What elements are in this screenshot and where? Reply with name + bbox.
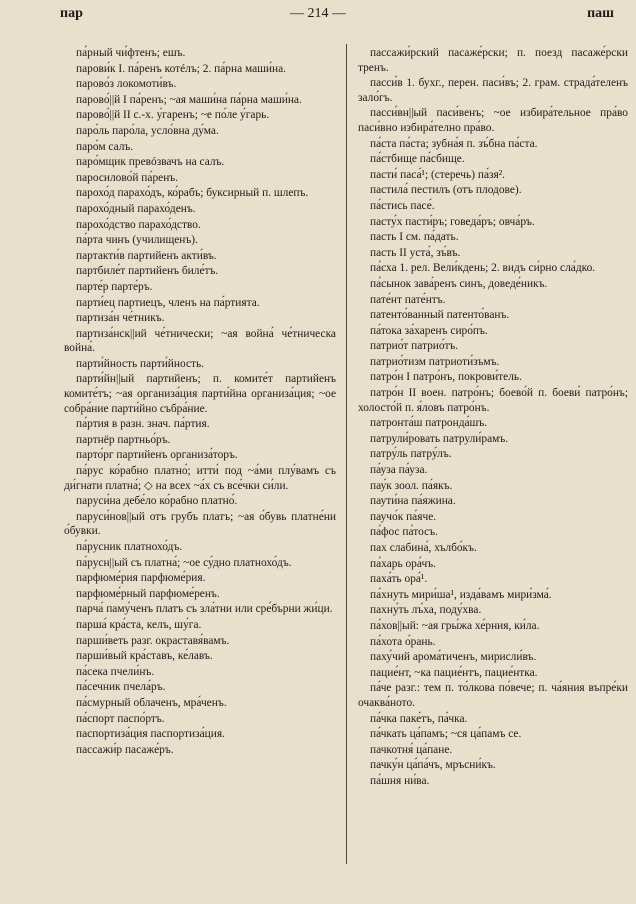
- dictionary-entry: пахну́ть лъ́ха, поду́хва.: [370, 604, 482, 617]
- dictionary-entry: патрио́т патрио́тъ.: [370, 340, 459, 353]
- dictionary-entry: паху́чий арома́тиченъ, мирисли́въ.: [370, 651, 537, 664]
- dictionary-entry: па́хов||ый: ~ая гры́жа хе́рния, ки́ла.: [370, 619, 540, 632]
- dictionary-entry: па́рный чи́фтенъ; ешъ.: [76, 47, 186, 59]
- page-header: [0, 6, 636, 32]
- dictionary-entry: парти́ец партиецъ, членъ на па́ртията.: [76, 296, 260, 309]
- dictionary-entry: па́русник платнохо́дъ.: [76, 541, 183, 553]
- dictionary-entry: патрио́тизм патриоти́зъмъ.: [370, 355, 500, 368]
- dictionary-entry: парши́вый кра́ставъ, ке́лавъ.: [76, 650, 213, 663]
- dictionary-entry: пачку́н ца́па́чъ, мръсни́къ.: [370, 759, 496, 772]
- dictionary-entry: парфюме́рный парфюме́ренъ.: [76, 587, 220, 600]
- dictionary-entry: паучо́к па́яче.: [370, 510, 437, 523]
- dictionary-entry: патро́н I патро́нъ, покрови́тель.: [370, 371, 522, 384]
- dictionary-entry: паросилово́й па́ренъ.: [76, 171, 179, 184]
- dictionary-entry: пассажи́р пасаже́ръ.: [76, 743, 174, 756]
- dictionary-entry: патру́ль патру́лъ.: [370, 448, 452, 461]
- dictionary-entry: па́шня ни́ва.: [370, 774, 430, 787]
- dictionary-entry: патронта́ш патронда́шъ.: [370, 417, 488, 430]
- dictionary-entry: паспортиза́ция паспортиза́ция.: [76, 728, 225, 741]
- dictionary-entry: партиза́нск||ий че́тнически; ~ая война́ че́тническа война́.: [64, 327, 336, 355]
- dictionary-entry: па́ста па́ста; зубна́я п. зъ́бна па́ста.: [370, 137, 538, 150]
- dictionary-entry: пасть I см. па́дать.: [370, 231, 459, 244]
- dictionary-entry: пацие́нт, ~ка пацие́нтъ, пацие́нтка.: [370, 666, 538, 679]
- dictionary-entry: пасть II уста́, зъ́въ.: [370, 246, 461, 259]
- dictionary-entry: па́стись пасе́.: [370, 199, 435, 212]
- right-column: [358, 46, 628, 790]
- dictionary-entry: па́уза па́уза.: [370, 464, 428, 477]
- dictionary-entry: парте́р парте́ръ.: [76, 280, 153, 293]
- left-column: [64, 46, 336, 758]
- dictionary-entry: парфюме́рия парфюме́рия.: [76, 572, 206, 585]
- dictionary-entry: парча́ паму́ченъ платъ съ зла́тни или сре́бърни жи́ци.: [76, 603, 333, 616]
- dictionary-entry: пате́нт пате́нтъ.: [370, 293, 446, 306]
- dictionary-entry: паро́мщик превóзвачъ на салъ.: [76, 156, 225, 169]
- dictionary-entry: пах слабина́, хълбо́къ.: [370, 542, 477, 554]
- header-left-guide-word: пар: [60, 6, 83, 21]
- dictionary-entry: пачкотня́ ца́пане.: [370, 743, 453, 756]
- dictionary-entry: па́че разг.: тем п. то́лкова по́вече; п. ча́яния въпре́ки очаква́ното.: [358, 682, 628, 709]
- dictionary-entry: паруси́на дебе́ло ко́рабно платно́.: [76, 495, 238, 508]
- dictionary-entry: па́хота о́рань.: [370, 635, 436, 648]
- dictionary-entry: па́ртия в разн. знач. па́ртия.: [76, 418, 210, 431]
- dictionary-entry: парово́||й II с.-х. у́гаренъ; ~е по́ле у́гарь.: [76, 109, 270, 122]
- page-number: — 214 —: [290, 6, 346, 21]
- dictionary-entry: па́русн||ый съ платна́; ~ое су́дно платнохо́дъ.: [76, 556, 292, 569]
- dictionary-entry: пасси́в 1. бухг., перен. паси́въ; 2. грам. страда́теленъ зало́гъ.: [358, 77, 628, 104]
- dictionary-entry: пасти́ паса́¹; (стеречь) па́зя².: [370, 168, 506, 181]
- dictionary-entry: парово́з локомоти́въ.: [76, 78, 177, 91]
- dictionary-entry: партнёр партньо́ръ.: [76, 433, 171, 446]
- dictionary-entry: паруси́нов||ый отъ грубъ платъ; ~ая о́бувь платне́ни о́бувки.: [64, 510, 336, 538]
- dictionary-entry: парти́йность парти́йность.: [76, 357, 205, 370]
- dictionary-entry: парохо́д парахо́дъ, ко́рабъ; буксирный п. шлепъ.: [76, 187, 309, 200]
- dictionary-entry: па́сечник пчела́ръ.: [76, 681, 166, 694]
- dictionary-entry: парши́веть разг. окраставя́вамъ.: [76, 634, 230, 647]
- dictionary-entry: парохо́дство парахо́дство.: [76, 218, 201, 231]
- dictionary-entry: па́стбище па́сбище.: [370, 153, 465, 166]
- dictionary-entry: патро́н II воен. патро́нъ; боево́й п. боеви́ патро́нъ; холосто́й п. я́ловъ патро́нъ.: [358, 387, 628, 414]
- dictionary-entry: парово́||й I па́ренъ; ~ая маши́на па́рна маши́на.: [76, 93, 302, 106]
- dictionary-entry: па́рус ко́рабно платно́; итти́ под ~а́ми плу́вамъ съ ди́гнати платна́; ◇ на всех ~а́х съ все́чки си́ли.: [64, 465, 336, 492]
- dictionary-entry: паути́на па́яжина.: [370, 495, 456, 508]
- dictionary-entry: патенто́ванный патенто́ванъ.: [370, 309, 510, 322]
- dictionary-entry: па́чкать ца́памъ; ~ся ца́памъ се.: [370, 728, 522, 741]
- dictionary-entry: партакти́в партийенъ акти́въ.: [76, 249, 217, 262]
- dictionary-entry: парто́рг партийенъ организа́торъ.: [76, 449, 238, 462]
- dictionary-entry: парови́к I. па́ренъ котéлъ; 2. па́рна маши́на.: [76, 62, 287, 75]
- dictionary-entry: па́фос па́тосъ.: [370, 526, 438, 539]
- dictionary-entry: пау́к зоол. па́якъ.: [370, 479, 453, 492]
- dictionary-entry: па́сынок зава́ренъ синъ, доведе́никъ.: [370, 277, 548, 290]
- dictionary-entry: пасту́х пасти́ръ; говеда́ръ; овча́ръ.: [370, 215, 535, 228]
- dictionary-entry: паро́ль паро́ла, усло́вна ду́ма.: [76, 124, 219, 137]
- column-divider: [346, 44, 347, 864]
- dictionary-entry: пастила́ пестилъ (отъ плодове).: [370, 184, 522, 197]
- dictionary-entry: пассажи́рский пасаже́рски; п. поезд пасаже́рски тренъ.: [358, 47, 628, 74]
- dictionary-entry: па́смурный облаченъ, мра́ченъ.: [76, 696, 227, 709]
- dictionary-entry: па́чка паке́тъ, па́чка.: [370, 712, 468, 725]
- dictionary-entry: па́сека пчели́нъ.: [76, 665, 155, 678]
- header-right-guide-word: паш: [587, 6, 614, 21]
- dictionary-entry: па́сха 1. рел. Вели́кдень; 2. видъ си́рно сла́дко.: [370, 262, 596, 275]
- dictionary-entry: паро́м салъ.: [76, 140, 134, 153]
- dictionary-entry: парохо́дный парахо́денъ.: [76, 202, 196, 215]
- dictionary-entry: па́хнуть мири́ша¹, изда́вамъ мири́зма́.: [370, 588, 552, 601]
- dictionary-entry: парша́ кра́ста, келъ, шу́га.: [76, 618, 202, 631]
- dictionary-entry: па́спорт паспо́ртъ.: [76, 712, 165, 725]
- dictionary-entry: па́тока за́харенъ сиро́пъ.: [370, 324, 488, 337]
- dictionary-entry: пасси́вн||ый паси́венъ; ~ое избира́тельное пра́во паси́вно избира́телно пра́во.: [358, 107, 628, 134]
- dictionary-entry: парти́йн||ый партийенъ; п. комите́т партийенъ комите́тъ; ~ая организа́ция парти́йна организа́ция; ~ое собра́ние парти́йно събра́ние.: [64, 373, 336, 415]
- dictionary-entry: паха́ть ора́¹.: [370, 573, 428, 586]
- dictionary-entry: па́рта чинъ (училищенъ).: [76, 234, 198, 247]
- dictionary-entry: партиза́н че́тникъ.: [76, 312, 165, 325]
- dictionary-entry: па́харь ора́чъ.: [370, 557, 436, 570]
- dictionary-entry: патрули́ровать патрули́рамъ.: [370, 432, 509, 445]
- dictionary-entry: партбиле́т партийенъ биле́тъ.: [76, 265, 219, 278]
